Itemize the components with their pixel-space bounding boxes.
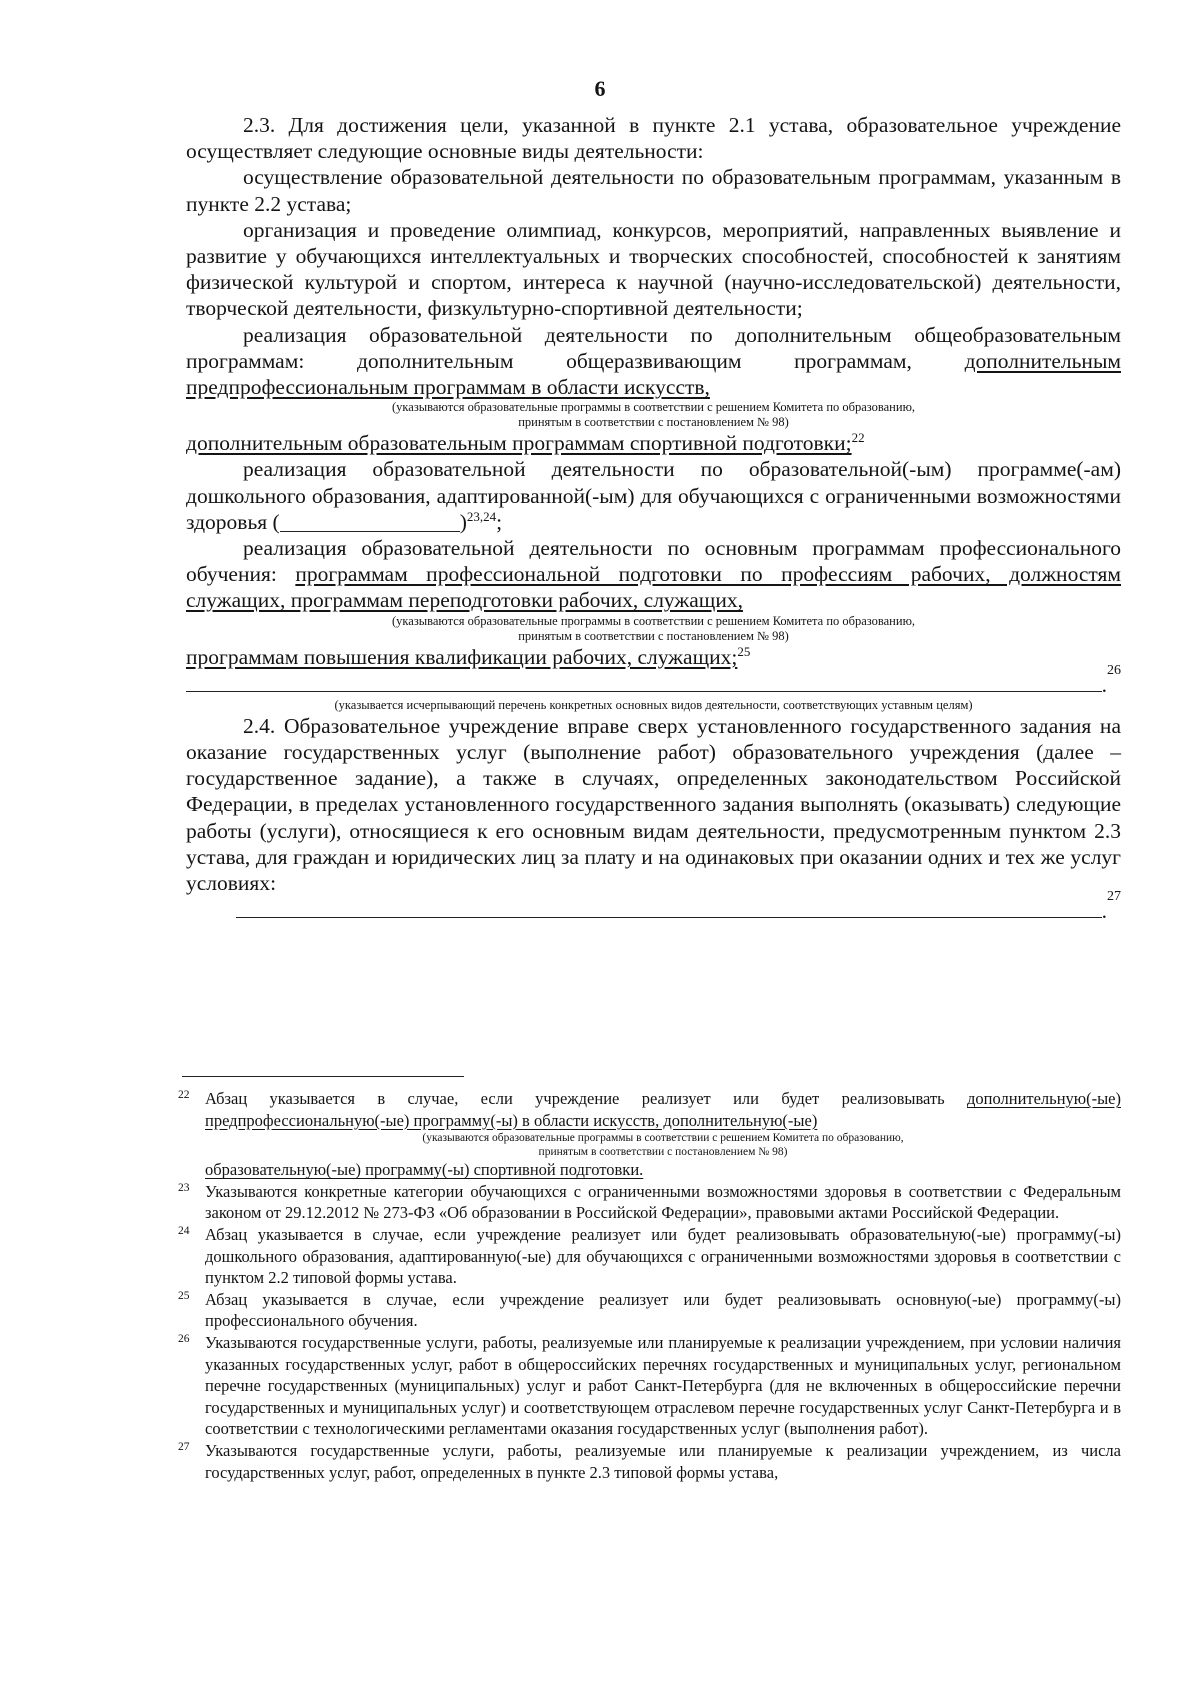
- footnote-ref-27: 27: [1107, 889, 1121, 905]
- footnote-26: [178, 1332, 1121, 1440]
- activity-item-3-programs-2: дополнительным образовательным программам спортивной подготовки;: [186, 431, 852, 456]
- clause-2-3-intro: 2.3. Для достижения цели, указанной в пункте 2.1 устава, образовательное учреждение осуществляет следующие основные виды деятельности:: [186, 113, 1121, 164]
- activity-item-4-close: ): [459, 509, 467, 534]
- programs-caption-2-line-2: принятым в соответствии с постановлением № 98): [518, 628, 789, 643]
- blank-line-rule: [186, 691, 1102, 692]
- footnote-number: 26: [178, 1332, 190, 1345]
- programs-caption-line-2: принятым в соответствии с постановлением № 98): [518, 415, 789, 430]
- footnote-number: 22: [178, 1089, 190, 1101]
- activity-item-4-semicolon: ;: [496, 509, 503, 534]
- activity-item-4: [186, 456, 1121, 535]
- blank-line-rule: [236, 917, 1102, 918]
- page-number: 6: [594, 76, 606, 101]
- activity-item-2: организация и проведение олимпиад, конкурсов, мероприятий, направленных выявление и развитие у обучающихся интеллектуальных и творческих способностей, способностей к занятиям физической культурой и спортом, интереса к научной (научно-исследовательской) деятельности, творческой деятельности, физкультурно-спортивной деятельности;: [186, 217, 1121, 321]
- activities-blank-line: [186, 662, 1121, 698]
- activity-item-3-continued: [186, 430, 1121, 456]
- activity-item-5-continued: [186, 644, 1121, 670]
- footnote-body: Указываются конкретные категории обучающихся с ограниченными возможностями здоровья в соответствии с Федеральным законом от 29.12.2012 № 273-ФЗ «Об образовании в Российской Федерации», правовыми актами Российской Федерации.: [205, 1181, 1121, 1223]
- activity-item-5: [186, 535, 1121, 614]
- activity-item-3-text: реализация образовательной деятельности по дополнительным общеобразовательным программам: дополнительным общеразвивающим программам,: [186, 322, 1121, 373]
- activity-item-5-text: реализация образовательной деятельности по основным программам профессионального обучения:: [186, 536, 1121, 587]
- footnote-ref-26: 26: [1107, 662, 1121, 678]
- footnote-number: 24: [178, 1224, 190, 1237]
- footnotes: [178, 1088, 1121, 1483]
- footnote-23: [178, 1181, 1121, 1224]
- footnote-body: Абзац указывается в случае, если учреждение реализует или будет реализовывать основную(-ые) программу(-ы) профессионального обучения.: [205, 1289, 1121, 1331]
- footnote-body: Указываются государственные услуги, работы, реализуемые или планируемые к реализации учреждением, при условии наличия указанных государственных услуг, работ в общероссийских перечнях государственных и муниципальных услуг, региональном перечне государственных (муниципальных) услуг и работ Санкт-Петербурга (для не включенных в общероссийские перечни государственных и муниципальных услуг) и соответствующем отраслевом перечне государственных услуг Санкт-Петербурга и в соответствии с технологическими регламентами оказания государственных услуг (выполнения работ).: [205, 1332, 1121, 1439]
- footnote-programs-2: образовательную(-ые) программу(-ы) спортивной подготовки.: [205, 1160, 644, 1180]
- programs-caption-2-line-1: (указываются образовательные программы в соответствии с решением Комитета по образованию,: [391, 613, 916, 628]
- footnote-25: [178, 1289, 1121, 1332]
- main-text: [186, 112, 1121, 924]
- activity-item-5-programs: программам профессиональной подготовки по профессиям рабочих, должностям служащих, программам переподготовки рабочих, служащих,: [186, 562, 1121, 613]
- activity-item-3: [186, 322, 1121, 401]
- footnote-body: Абзац указывается в случае, если учреждение реализует или будет реализовывать образовательную(-ые) программу(-ы) дошкольного образования, адаптированную(-ые) для обучающихся с ограниченными возможностями здоровья в соответствии с пунктом 2.2 типовой формы устава.: [205, 1224, 1121, 1288]
- activity-item-3-programs: дополнительным предпрофессиональным программам в области искусств,: [186, 348, 1121, 400]
- footnote-ref-22: 22: [851, 430, 865, 446]
- footnote-24: [178, 1224, 1121, 1289]
- footnote-caption-2: принятым в соответствии с постановлением № 98): [538, 1146, 788, 1159]
- footnote-body: Указываются государственные услуги, работы, реализуемые или планируемые к реализации учреждением, из числа государственных услуг, работ, определенных в пункте 2.3 типовой формы устава,: [205, 1440, 1121, 1482]
- footnote-number: 23: [178, 1181, 190, 1194]
- footnote-number: 27: [178, 1440, 190, 1453]
- blank-line-dot: .: [1101, 672, 1107, 697]
- services-blank-line: [236, 889, 1121, 924]
- activity-item-1: осуществление образовательной деятельности по образовательным программам, указанным в пункте 2.2 устава;: [186, 165, 1121, 216]
- footnote-body: [205, 1088, 1121, 1181]
- footnote-programs: дополнительную(-ые) предпрофессиональную(-ые) программу(-ы) в области искусств, дополнительную(-ые): [205, 1089, 1121, 1130]
- footnote-caption-1: (указываются образовательные программы в соответствии с решением Комитета по образованию,: [422, 1132, 904, 1145]
- clause-2-4: 2.4. Образовательное учреждение вправе сверх установленного государственного задания на оказание государственных услуг (выполнение работ) образовательного учреждения (далее – государственное задание), а также в случаях, определенных законодательством Российской Федерации, в пределах установленного государственного задания выполнять (оказывать) следующие работы (услуги), относящиеся к его основным видам деятельности, предусмотренным пунктом 2.3 устава, для граждан и юридических лиц за плату и на одинаковых при оказании одних и тех же услуг условиях:: [186, 713, 1121, 896]
- footnote-ref-25: 25: [737, 643, 751, 659]
- footnote-27: [178, 1440, 1121, 1483]
- activity-item-5-programs-2: программам повышения квалификации рабочих, служащих;: [186, 644, 738, 669]
- footnote-number: 25: [178, 1289, 190, 1302]
- footnote-text: Абзац указывается в случае, если учреждение реализует или будет реализовывать: [205, 1089, 967, 1108]
- programs-caption-line-1: (указываются образовательные программы в соответствии с решением Комитета по образованию,: [391, 400, 916, 415]
- footnote-separator: [182, 1076, 464, 1077]
- footnote-22: [178, 1088, 1121, 1181]
- activities-caption: (указывается исчерпывающий перечень конкретных основных видов деятельности, соответствующих уставным целям): [334, 697, 973, 712]
- blank-line-dot: .: [1101, 899, 1107, 924]
- footnote-ref-23-24: 23,24: [466, 508, 497, 524]
- activity-item-4-text: реализация образовательной деятельности по образовательной(-ым) программе(-ам) дошкольного образования, адаптированной(-ым) для обучающихся с ограниченными возможностями здоровья (: [186, 457, 1121, 534]
- activity-item-4-blank: [280, 513, 460, 532]
